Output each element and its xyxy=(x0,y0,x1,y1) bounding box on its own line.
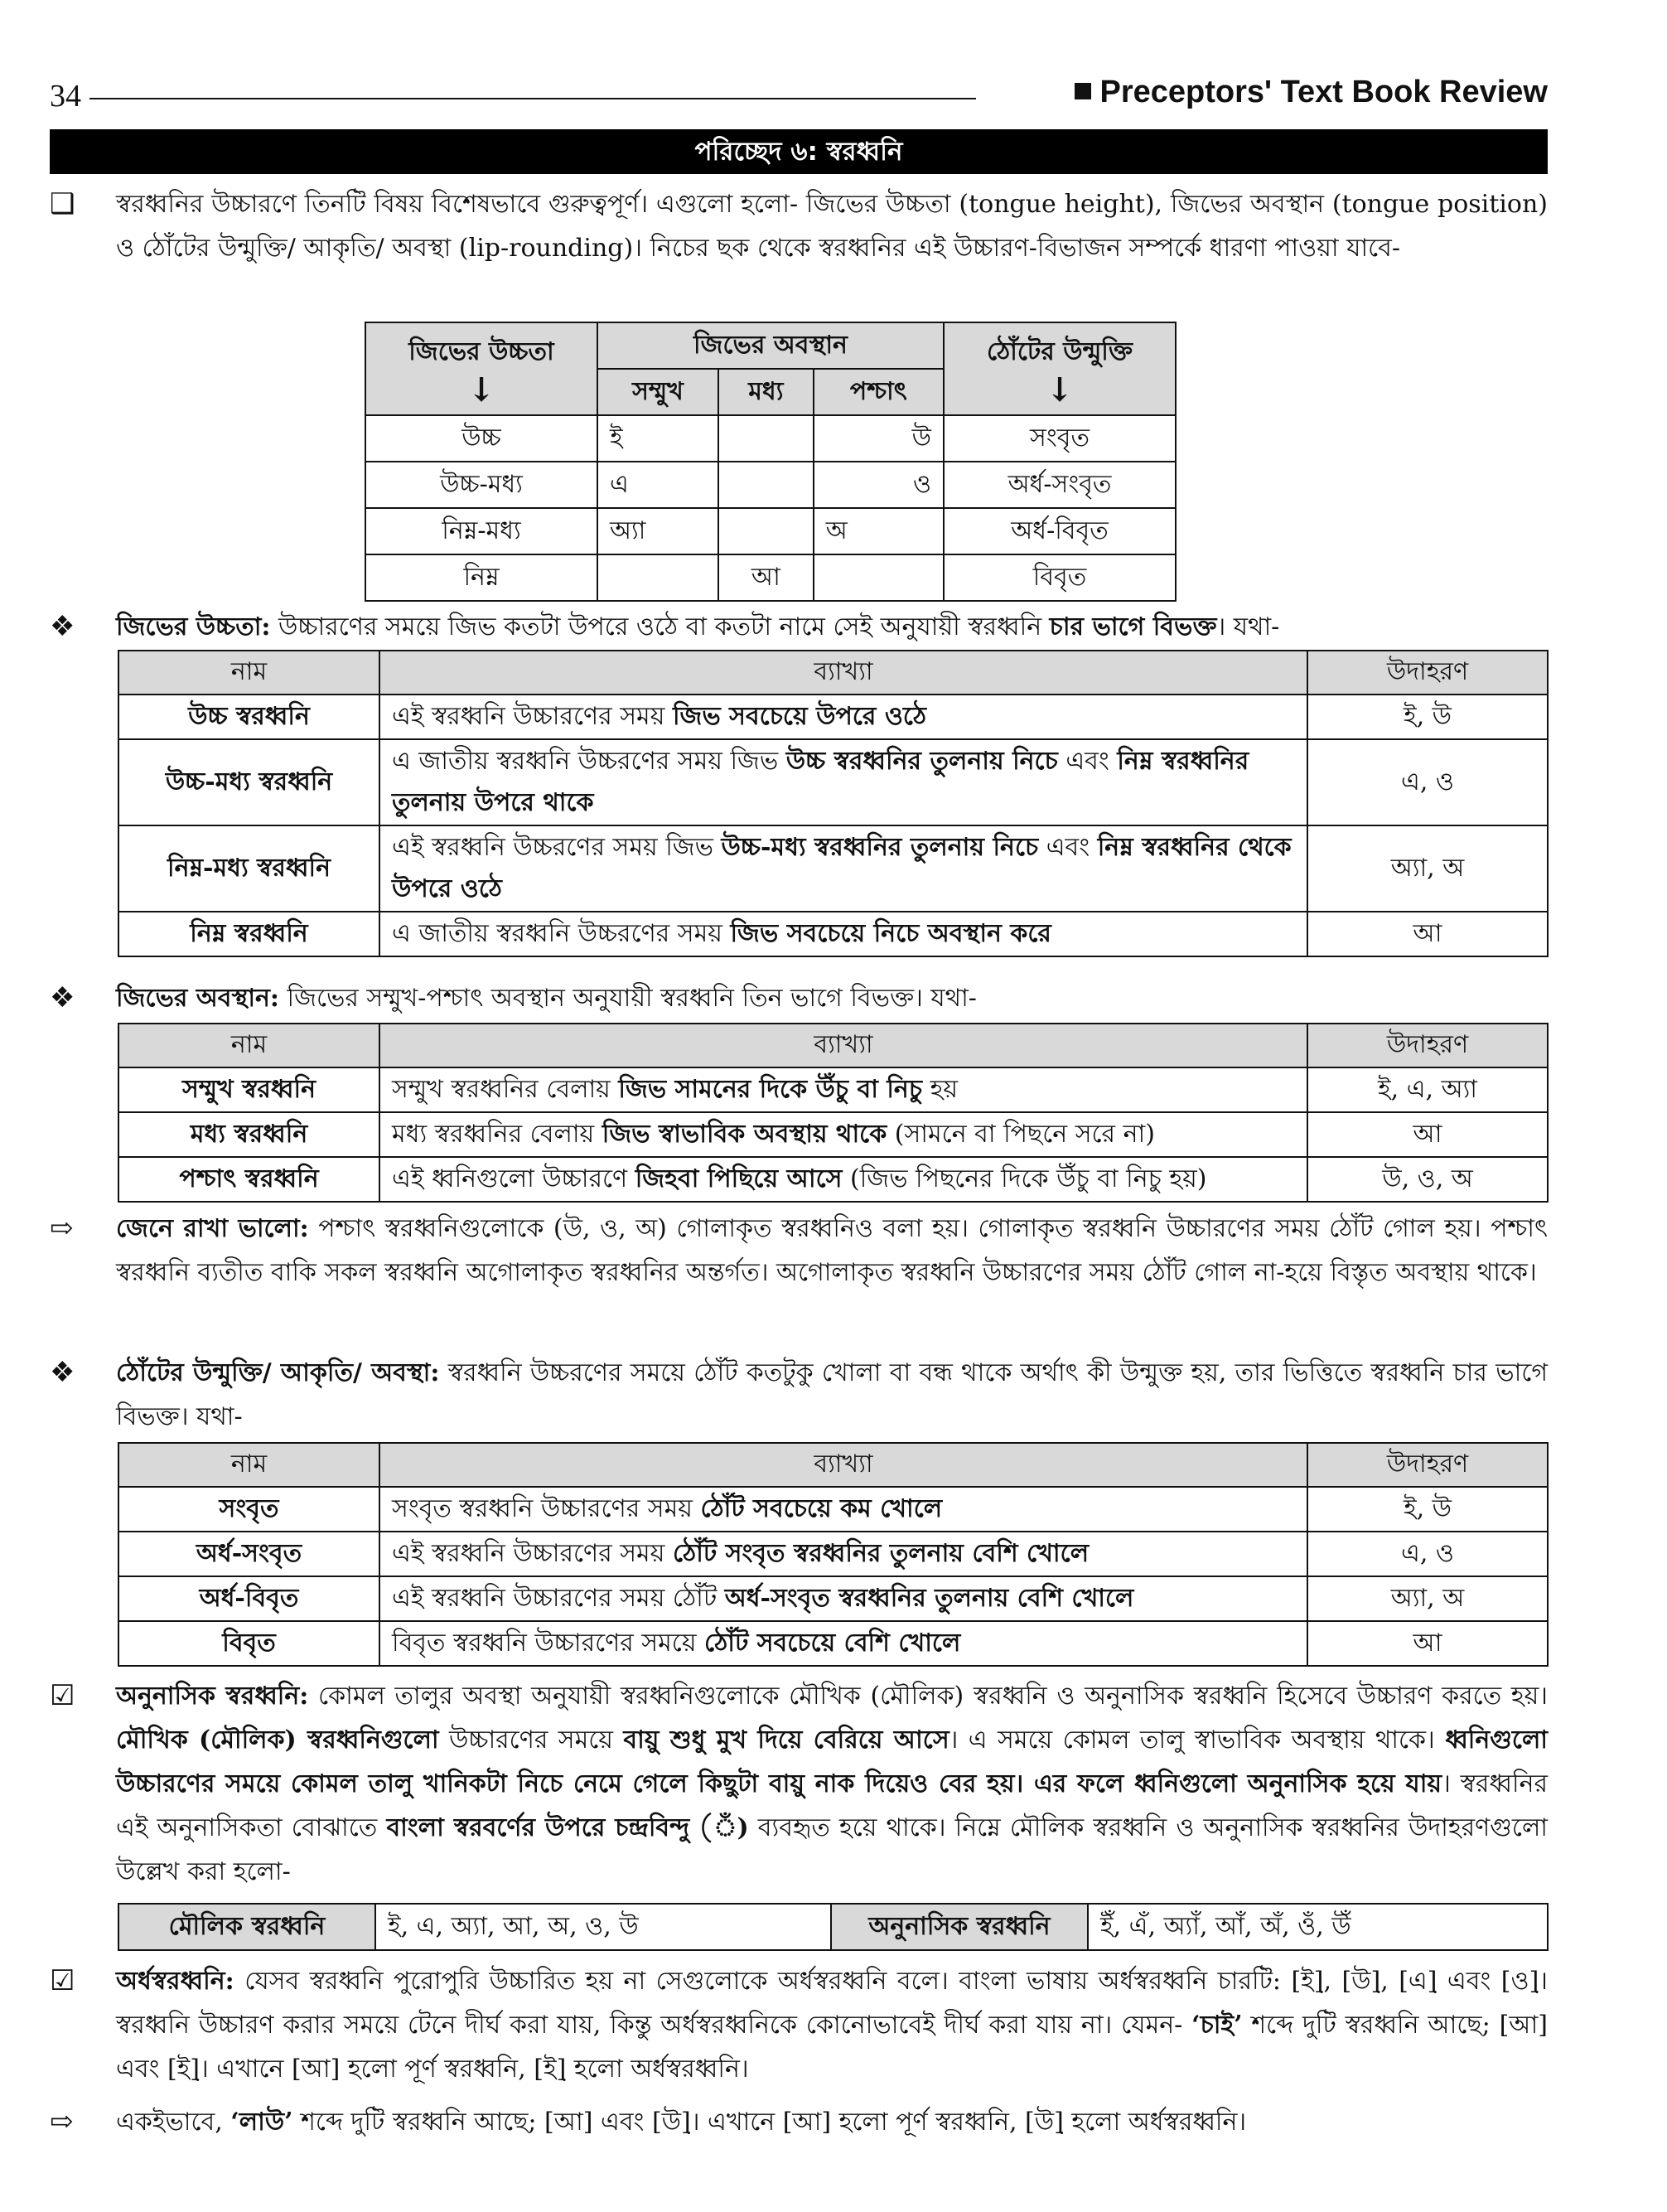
cell-explanation xyxy=(379,1112,1307,1157)
section-text-bold: বায়ু শুধু মুখ দিয়ে বেরিয়ে আসে xyxy=(623,1726,949,1755)
cell-explanation xyxy=(379,825,1307,912)
table-row xyxy=(118,695,1548,739)
cell-back xyxy=(814,554,944,601)
cell-explanation xyxy=(379,1576,1307,1621)
header-example: উদাহরণ xyxy=(1307,1443,1548,1487)
cell-mid xyxy=(718,508,814,554)
note-text: শব্দে দুটি স্বরধ্বনি আছে; [আ] এবং [উ়]। এখানে [আ] হলো পূর্ণ স্বরধ্বনি, [উ়] হলো অর্ধস্বরধ্বনি। xyxy=(292,2108,1247,2137)
cell-name: মধ্য স্বরধ্বনি xyxy=(118,1112,379,1157)
exp-bold: জিভ স্বাভাবিক অবস্থায় থাকে xyxy=(602,1119,887,1149)
header-explanation: ব্যাখ্যা xyxy=(379,651,1307,695)
exp-bold: জিভ সবচেয়ে নিচে অবস্থান করে xyxy=(730,918,1051,948)
diamond-bullet-icon: ❖ xyxy=(50,610,75,643)
section-nasal-vowels xyxy=(50,1674,1548,1894)
exp-text: (জিভ পিছনের দিকে উঁচু বা নিচু হয়) xyxy=(842,1164,1207,1193)
exp-bold: উচ্চ-মধ্য স্বরধ্বনির তুলনায় নিচে xyxy=(721,833,1039,862)
table-row xyxy=(118,1487,1548,1532)
section-text-bold: ‘চাই’ xyxy=(1191,2011,1243,2040)
table-row xyxy=(118,1904,1548,1950)
cell-explanation xyxy=(379,912,1307,956)
arrow-bullet-icon: ⇨ xyxy=(50,1212,74,1245)
header-name: নাম xyxy=(118,1443,379,1487)
cell-name: উচ্চ-মধ্য স্বরধ্বনি xyxy=(118,739,379,825)
table-row xyxy=(118,739,1548,825)
section-text-bold: বাংলা স্বরবর্ণের উপরে চন্দ্রবিন্দু (ঁ) xyxy=(386,1813,749,1842)
sub-back: পশ্চাৎ xyxy=(814,369,944,415)
exp-text: হয় xyxy=(922,1074,959,1104)
cell-height: উচ্চ-মধ্য xyxy=(365,462,597,508)
cell-front xyxy=(597,554,718,601)
note-lau-example xyxy=(50,2100,1548,2144)
exp-bold: ঠোঁট সবচেয়ে বেশি খোলে xyxy=(704,1628,961,1658)
section-text-bold: চার ভাগে বিভক্ত xyxy=(1049,612,1217,641)
vowel-classification-table xyxy=(365,322,1177,602)
table-row xyxy=(365,415,1176,462)
exp-bold: নিম্ন স্বরধ্বনির তুলনায় উপরে থাকে xyxy=(392,747,1249,817)
cell-lips: সংবৃত xyxy=(944,415,1176,462)
cell-example: এ, ও xyxy=(1307,1532,1548,1576)
cell-lips: অর্ধ-বিবৃত xyxy=(944,508,1176,554)
table-row xyxy=(118,1621,1548,1666)
section-title: অর্ধস্বরধ্বনি: xyxy=(116,1967,234,1996)
exp-bold: জিভ সামনের দিকে উঁচু বা নিচু xyxy=(618,1074,923,1104)
intro-text: স্বরধ্বনির উচ্চারণে তিনটি বিষয় বিশেষভাবে গুরুত্বপূর্ণ। এগুলো হলো- জিভের উচ্চতা (tongue height), জিভের অবস্থান (tongue position) ও ঠোঁটের উন্মুক্তি/ আকৃতি/ অবস্থা (lip-rounding)। নিচের ছক থেকে স্বরধ্বনির এই উচ্চারণ-বিভাজন সম্পর্কে ধারণা পাওয়া যাবে- xyxy=(116,190,1548,263)
cell-name: পশ্চাৎ স্বরধ্বনি xyxy=(118,1157,379,1202)
cell-front: ই xyxy=(597,415,718,462)
header-name: নাম xyxy=(118,1024,379,1067)
cell-explanation xyxy=(379,1621,1307,1666)
section-text-bold: মৌখিক (মৌলিক) স্বরধ্বনিগুলো xyxy=(116,1726,439,1755)
arrow-bullet-icon: ⇨ xyxy=(50,2105,74,2138)
cell-front: অ্যা xyxy=(597,508,718,554)
lip-rounding-table xyxy=(118,1442,1549,1667)
table-row xyxy=(118,912,1548,956)
table-row xyxy=(365,554,1176,601)
note-text: পশ্চাৎ স্বরধ্বনিগুলোকে (উ, ও, অ) গোলাকৃত স্বরধ্বনিও বলা হয়। গোলাকৃত স্বরধ্বনি উচ্চারণের সময় ঠোঁট গোল হয়। পশ্চাৎ স্বরধ্বনি ব্যতীত বাকি সকল স্বরধ্বনি অগোলাকৃত স্বরধ্বনির অন্তর্গত। অগোলাকৃত স্বরধ্বনি উচ্চারণের সময় ঠোঁট গোল না-হয়ে বিস্তৃত অবস্থায় থাকে। xyxy=(116,1214,1548,1287)
exp-bold: জিভ সবচেয়ে উপরে ওঠে xyxy=(672,701,926,731)
page-number: 34 xyxy=(50,79,81,114)
section-title: অনুনাসিক স্বরধ্বনি: xyxy=(116,1682,309,1711)
exp-bold: অর্ধ-সংবৃত স্বরধ্বনির তুলনায় বেশি খোলে xyxy=(724,1583,1134,1613)
header-example: উদাহরণ xyxy=(1307,1024,1548,1067)
oral-vowel-values: ই, এ, অ্যা, আ, অ, ও, উ xyxy=(375,1904,831,1950)
cell-example: উ, ও, অ xyxy=(1307,1157,1548,1202)
cell-mid xyxy=(718,462,814,508)
exp-bold: জিহবা পিছিয়ে আসে xyxy=(635,1164,843,1193)
table-row xyxy=(118,1112,1548,1157)
header-example: উদাহরণ xyxy=(1307,651,1548,695)
exp-text: সম্মুখ স্বরধ্বনির বেলায় xyxy=(392,1074,619,1104)
note-text-bold: ‘লাউ’ xyxy=(230,2108,293,2137)
note-title: জেনে রাখা ভালো: xyxy=(116,1214,309,1243)
table-row xyxy=(118,1532,1548,1576)
exp-text: বিবৃত স্বরধ্বনি উচ্চারণের সময়ে xyxy=(392,1628,705,1658)
nasal-vowel-values: ইঁ, এঁ, অ্যাঁ, আঁ, অঁ, ওঁ, উঁ xyxy=(1088,1904,1548,1950)
section-text: শব্দে দুটি স্বরধ্বনি আছে; [আ] এবং [ই়]। এখানে [আ] হলো পূর্ণ স্বরধ্বনি, [ই়] হলো অর্ধস্বরধ্বনি। xyxy=(116,2011,1548,2084)
section-text: । এ সময়ে কোমল তালু স্বাভাবিক অবস্থায় থাকে। xyxy=(949,1726,1446,1755)
section-text: কোমল তালুর অবস্থা অনুযায়ী স্বরধ্বনিগুলোকে মৌখিক (মৌলিক) স্বরধ্বনি ও অনুনাসিক স্বরধ্বনি হিসেবে উচ্চারণ করতে হয়। xyxy=(308,1682,1548,1711)
table-row xyxy=(118,1157,1548,1202)
page-header xyxy=(50,73,1548,123)
exp-bold: উচ্চ স্বরধ্বনির তুলনায় নিচে xyxy=(785,747,1058,776)
note-good-to-know xyxy=(50,1207,1548,1295)
cell-name: বিবৃত xyxy=(118,1621,379,1666)
col-tongue-height-label: জিভের উচ্চতা xyxy=(408,336,554,366)
section-text: উচ্চারণের সময়ে জিভ কতটা উপরে ওঠে বা কতটা নামে সেই অনুযায়ী স্বরধ্বনি xyxy=(270,612,1050,641)
section-text: স্বরধ্বনি উচ্চরণের সময়ে ঠোঁট কতটুকু খোলা বা বন্ধ থাকে অর্থাৎ কী উন্মুক্ত হয়, তার ভিত্তিতে স্বরধ্বনি চার ভাগে বিভক্ত। যথা- xyxy=(116,1358,1548,1431)
cell-example: আ xyxy=(1307,1621,1548,1666)
cell-lips: অর্ধ-সংবৃত xyxy=(944,462,1176,508)
cell-mid: আ xyxy=(718,554,814,601)
cell-explanation xyxy=(379,739,1307,825)
cell-explanation xyxy=(379,1487,1307,1532)
diamond-bullet-icon: ❖ xyxy=(50,1356,75,1389)
exp-text: (সামনে বা পিছনে সরে না) xyxy=(887,1119,1155,1149)
header-explanation: ব্যাখ্যা xyxy=(379,1024,1307,1067)
cell-explanation xyxy=(379,1157,1307,1202)
section-title: ঠোঁটের উন্মুক্তি/ আকৃতি/ অবস্থা: xyxy=(116,1358,440,1387)
section-tongue-height xyxy=(50,605,1548,649)
cell-name: সম্মুখ স্বরধ্বনি xyxy=(118,1067,379,1112)
cell-front: এ xyxy=(597,462,718,508)
cell-explanation xyxy=(379,1532,1307,1576)
nasal-vowel-label: অনুনাসিক স্বরধ্বনি xyxy=(831,1904,1088,1950)
check-box-icon: ☑ xyxy=(50,1964,75,1997)
col-lip-rounding-label: ঠোঁটের উন্মুক্তি xyxy=(986,336,1133,366)
tongue-position-table xyxy=(118,1023,1549,1203)
table-row xyxy=(365,462,1176,508)
exp-text: এ জাতীয় স্বরধ্বনি উচ্চরণের সময় xyxy=(392,918,731,948)
cell-example: ই, উ xyxy=(1307,695,1548,739)
intro-paragraph xyxy=(50,182,1548,270)
cell-example: অ্যা, অ xyxy=(1307,825,1548,912)
section-tongue-position xyxy=(50,976,1548,1020)
cell-lips: বিবৃত xyxy=(944,554,1176,601)
exp-text: সংবৃত স্বরধ্বনি উচ্চারণের সময় xyxy=(392,1493,701,1523)
note-text: একইভাবে, xyxy=(116,2108,231,2137)
tongue-height-table xyxy=(118,650,1549,957)
section-text: । স্বরধ্বনির এই অনুনাসিকতা বোঝাতে xyxy=(116,1769,1548,1842)
cell-example: অ্যা, অ xyxy=(1307,1576,1548,1621)
exp-text: মধ্য স্বরধ্বনির বেলায় xyxy=(392,1119,602,1149)
section-text: । যথা- xyxy=(1216,612,1280,641)
header-rule xyxy=(89,98,976,99)
sub-mid: মধ্য xyxy=(718,369,814,415)
cell-name: অর্ধ-বিবৃত xyxy=(118,1576,379,1621)
section-text-bold: ধ্বনিগুলো উচ্চারণের সময়ে কোমল তালু খানিকটা নিচে নেমে গেলে কিছুটা বায়ু নাক দিয়েও বের হয়। এর ফলে ধ্বনিগুলো অনুনাসিক হয়ে যায় xyxy=(116,1726,1549,1798)
cell-example: আ xyxy=(1307,912,1548,956)
cell-example: আ xyxy=(1307,1112,1548,1157)
cell-example: ই, উ xyxy=(1307,1487,1548,1532)
exp-text: এই স্বরধ্বনি উচ্চারণের সময় xyxy=(392,1538,673,1568)
exp-bold: ঠোঁট সবচেয়ে কম খোলে xyxy=(700,1493,943,1523)
cell-name: অর্ধ-সংবৃত xyxy=(118,1532,379,1576)
cell-explanation xyxy=(379,695,1307,739)
exp-bold: ঠোঁট সংবৃত স্বরধ্বনির তুলনায় বেশি খোলে xyxy=(672,1538,1090,1568)
cell-back: উ xyxy=(814,415,944,462)
chapter-title: পরিচ্ছেদ ৬: স্বরধ্বনি xyxy=(50,129,1548,174)
cell-explanation xyxy=(379,1067,1307,1112)
book-title-text: Preceptors' Text Book Review xyxy=(1099,75,1548,109)
cell-example: এ, ও xyxy=(1307,739,1548,825)
box-bullet-icon: ❑ xyxy=(50,187,75,220)
table-row xyxy=(118,1576,1548,1621)
col-tongue-position: জিভের অবস্থান xyxy=(597,322,944,369)
book-title xyxy=(1075,75,1548,110)
section-title: জিভের উচ্চতা: xyxy=(116,612,271,641)
table-row xyxy=(365,508,1176,554)
header-explanation: ব্যাখ্যা xyxy=(379,1443,1307,1487)
cell-name: উচ্চ স্বরধ্বনি xyxy=(118,695,379,739)
section-semi-vowels xyxy=(50,1959,1548,2091)
oral-vowel-label: মৌলিক স্বরধ্বনি xyxy=(118,1904,375,1950)
down-arrow-icon: ↓ xyxy=(467,370,495,409)
cell-height: নিম্ন xyxy=(365,554,597,601)
section-text: উচ্চারণের সময়ে xyxy=(438,1726,624,1755)
down-arrow-icon: ↓ xyxy=(1046,370,1074,409)
cell-height: উচ্চ xyxy=(365,415,597,462)
section-text: ব্যবহৃত হয়ে থাকে। নিম্নে মৌলিক স্বরধ্বনি ও অনুনাসিক স্বরধ্বনির উদাহরণগুলো উল্লেখ করা হলো- xyxy=(116,1813,1548,1886)
exp-text: এবং xyxy=(1057,747,1118,776)
exp-text: এই স্বরধ্বনি উচ্চরণের সময় জিভ xyxy=(392,833,722,862)
exp-text: এই স্বরধ্বনি উচ্চারণের সময় ঠোঁট xyxy=(392,1583,725,1613)
exp-text: এই ধ্বনিগুলো উচ্চারণে xyxy=(392,1164,635,1193)
col-lip-rounding xyxy=(944,322,1176,415)
cell-name: সংবৃত xyxy=(118,1487,379,1532)
square-bullet-icon xyxy=(1075,83,1091,99)
cell-back: অ xyxy=(814,508,944,554)
header-name: নাম xyxy=(118,651,379,695)
exp-text: এই স্বরধ্বনি উচ্চারণের সময় xyxy=(392,701,673,731)
sub-front: সম্মুখ xyxy=(597,369,718,415)
section-title: জিভের অবস্থান: xyxy=(116,984,279,1013)
col-tongue-height xyxy=(365,322,597,415)
exp-text: এ জাতীয় স্বরধ্বনি উচ্চরণের সময় জিভ xyxy=(392,747,786,776)
section-text: জিভের সম্মুখ-পশ্চাৎ অবস্থান অনুযায়ী স্বরধ্বনি তিন ভাগে বিভক্ত। যথা- xyxy=(279,984,977,1013)
check-box-icon: ☑ xyxy=(50,1679,75,1712)
exp-bold: নিম্ন স্বরধ্বনির থেকে উপরে ওঠে xyxy=(392,833,1292,903)
diamond-bullet-icon: ❖ xyxy=(50,981,75,1014)
cell-name: নিম্ন স্বরধ্বনি xyxy=(118,912,379,956)
cell-example: ই, এ, অ্যা xyxy=(1307,1067,1548,1112)
table-row xyxy=(118,1067,1548,1112)
section-lip-rounding xyxy=(50,1351,1548,1439)
oral-nasal-vowel-table xyxy=(118,1903,1549,1951)
table-row xyxy=(118,825,1548,912)
section-text: যেসব স্বরধ্বনি পুরোপুরি উচ্চারিত হয় না সেগুলোকে অর্ধস্বরধ্বনি বলে। বাংলা ভাষায় অর্ধস্বরধ্বনি চারটি: [ই়], [উ়], [এ়] এবং [ও়]। স্বরধ্বনি উচ্চারণ করার সময়ে টেনে দীর্ঘ করা যায়, কিন্তু অর্ধস্বরধ্বনিকে কোনোভাবেই দীর্ঘ করা যায় না। যেমন- xyxy=(116,1967,1548,2040)
exp-text: এবং xyxy=(1038,833,1098,862)
cell-back: ও xyxy=(814,462,944,508)
cell-name: নিম্ন-মধ্য স্বরধ্বনি xyxy=(118,825,379,912)
cell-mid xyxy=(718,415,814,462)
cell-height: নিম্ন-মধ্য xyxy=(365,508,597,554)
